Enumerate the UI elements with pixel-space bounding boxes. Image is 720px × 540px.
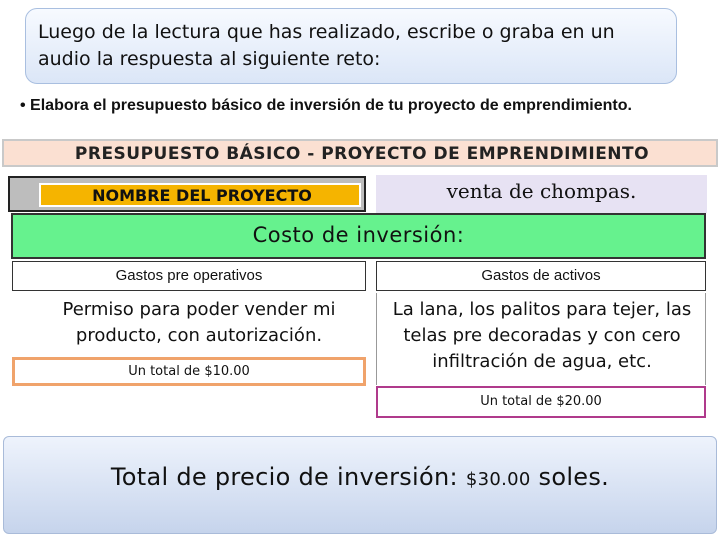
assets-description: La lana, los palitos para tejer, las telas pre decoradas y con cero infiltración de agua, etc. xyxy=(392,299,692,372)
pre-operative-header: Gastos pre operativos xyxy=(12,261,366,291)
assets-header: Gastos de activos xyxy=(376,261,706,291)
project-name-value-box xyxy=(376,175,707,213)
grand-total-box xyxy=(3,436,717,534)
budget-title: PRESUPUESTO BÁSICO - PROYECTO DE EMPRENDIMIENTO xyxy=(74,144,650,164)
grand-total-amount: $30.00 xyxy=(465,469,531,490)
instruction-text: • Elabora el presupuesto básico de inversión de tu proyecto de emprendimiento. xyxy=(20,97,632,114)
project-name-value: venta de chompas. xyxy=(446,179,637,203)
prompt-box xyxy=(25,8,677,84)
project-name-label-fill xyxy=(39,183,361,207)
assets-description-box xyxy=(376,293,706,385)
budget-title-banner xyxy=(2,139,718,167)
cost-title-banner xyxy=(11,213,706,259)
cost-title: Costo de inversión: xyxy=(252,223,465,247)
project-name-label: NOMBRE DEL PROYECTO xyxy=(92,186,312,205)
project-name-label-box xyxy=(8,176,366,212)
assets-total: Un total de $20.00 xyxy=(376,386,706,418)
grand-total-currency: soles. xyxy=(530,463,610,491)
prompt-text: Luego de la lectura que has realizado, escribe o graba en un audio la respuesta al siguiente reto: xyxy=(38,21,615,70)
pre-operative-description: Permiso para poder vender mi producto, con autorización. xyxy=(62,299,336,346)
grand-total-text xyxy=(4,463,716,491)
grand-total-label: Total de precio de inversión: xyxy=(110,463,466,491)
pre-operative-total: Un total de $10.00 xyxy=(12,357,366,386)
